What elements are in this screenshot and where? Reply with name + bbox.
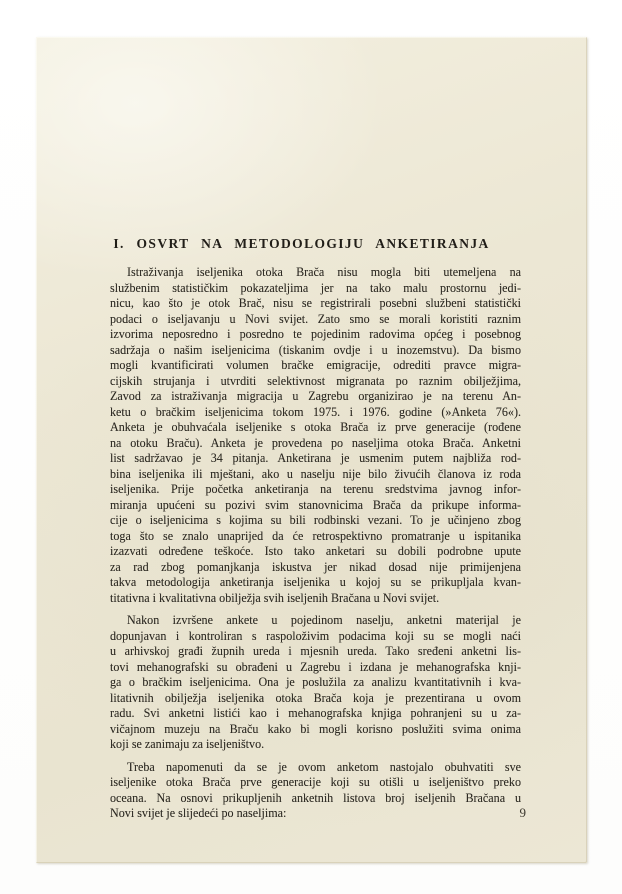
text-line: podaci o iseljavanju u Novi svijet. Zato smo se morali koristiti raznim xyxy=(110,311,521,326)
text-line: titativna i kvalitativna obilježja svih iseljenih Bračana u Novi svijet. xyxy=(110,590,440,605)
text-line: miranja upućeni su pozivi svim stanovnicima Brača da prikupe informa- xyxy=(110,497,521,512)
text-line: mogli kvantificirati volumen bračke emigracije, odrediti pravce migra- xyxy=(110,358,521,372)
text-line: službenim statističkim pokazateljima jer na tako malu prostornu jedi- xyxy=(110,280,521,295)
text-line: nicu, kao što je otok Brač, nisu se registrirali posebni službeni statistički xyxy=(110,296,521,310)
text-line: u arhivskoj građi župnih ureda i mjesnih ureda. Tako sređeni anketni lis- xyxy=(110,644,521,658)
text-line: Nakon izvršene ankete u pojedinom naselju, anketni materijal je xyxy=(127,613,521,627)
text-line: Istraživanja iseljenika otoka Brača nisu mogla biti utemeljena na xyxy=(127,265,521,279)
text-line: koji se zanimaju za iseljeništvo. xyxy=(110,737,265,751)
text-line: na otoku Braču). Anketa je provedena po naseljima otoka Brača. Anketni xyxy=(110,435,521,450)
text-line: sadržaja o našim iseljenicima (tiskanim ovdje i u inozemstvu). Da bismo xyxy=(110,342,521,357)
text-line: cijskih strujanja i utvrditi selektivnost migranata po raznim obilježjima, xyxy=(110,373,521,388)
text-line: ketu o bračkim iseljenicima tokom 1975. i 1976. godine (»Anketa 76«). xyxy=(110,404,521,419)
book-page xyxy=(36,37,587,863)
text-line: oceana. Na osnovi prikupljenih anketnih listova broj iseljenih Bračana u xyxy=(110,790,521,805)
text-line: iseljenika. Prije početka anketiranja na terenu sredstvima javnog infor- xyxy=(110,482,521,496)
text-line: tovi mehanografski su obrađeni u Zagrebu i izdana je mehanografska knji- xyxy=(110,659,521,674)
text-line: Anketa je obuhvaćala iseljenike s otoka Brača iz prve generacije (rođene xyxy=(110,420,521,434)
paragraph xyxy=(110,265,521,606)
text-line: radu. Svi anketni listići kao i mehanografska knjiga pohranjeni su u za- xyxy=(110,706,521,720)
text-line: list sadržavao je 34 pitanja. Anketirana je usmenim putem najbliža rod- xyxy=(110,451,521,465)
text-line: vičajnom muzeju na Braču kako bi mogli korisno poslužiti svima onima xyxy=(110,721,521,736)
text-line: Zavod za istraživanja migracija u Zagrebu organizirao je na terenu An- xyxy=(110,389,521,403)
text-line: dopunjavan i kontroliran s raspoloživim podacima koji su se mogli naći xyxy=(110,628,521,643)
text-line: litativnih obilježja iseljenika otoka Brača koja je prezentirana u ovom xyxy=(110,690,521,705)
text-line: iseljenike otoka Brača prve generacije koji su otišli u iseljeništvo preko xyxy=(110,775,521,789)
paragraph xyxy=(110,613,521,753)
text-line: za rad zbog pomanjkanja iskustva jer nikad dosad nije primijenjena xyxy=(110,559,521,574)
text-line: toga što se znalo unaprijed da će retrospektivno promatranje u ispitanika xyxy=(110,528,521,543)
text-line: takva metodologija anketiranja iseljenika u kojoj su se prikupljala kvan- xyxy=(110,575,521,589)
text-line: izazvati određene teškoće. Isto tako anketari su dobili podrobne upute xyxy=(110,544,521,558)
text-line: ga o bračkim iseljenicima. Ona je poslužila za analizu kvantitativnih i kva- xyxy=(110,675,521,689)
section-title: I. OSVRT NA METODOLOGIJU ANKETIRANJA xyxy=(113,236,490,251)
page-number: 9 xyxy=(519,805,526,820)
paragraph xyxy=(110,760,521,822)
text-line: Novi svijet je slijedeći po naseljima: xyxy=(110,806,287,820)
text-line: cije o iseljenicima s kojima su bili rodbinski vezani. To je učinjeno zbog xyxy=(110,513,521,527)
text-line: bina iseljenika ili mještani, ako u naselju nije bilo živućih članova iz roda xyxy=(110,466,521,481)
text-line: Treba napomenuti da se je ovom anketom nastojalo obuhvatiti sve xyxy=(127,759,521,774)
text-block xyxy=(110,265,521,822)
text-line: izvorima neposredno i posredno te pojedinim radovima općeg i posebnog xyxy=(110,327,521,341)
